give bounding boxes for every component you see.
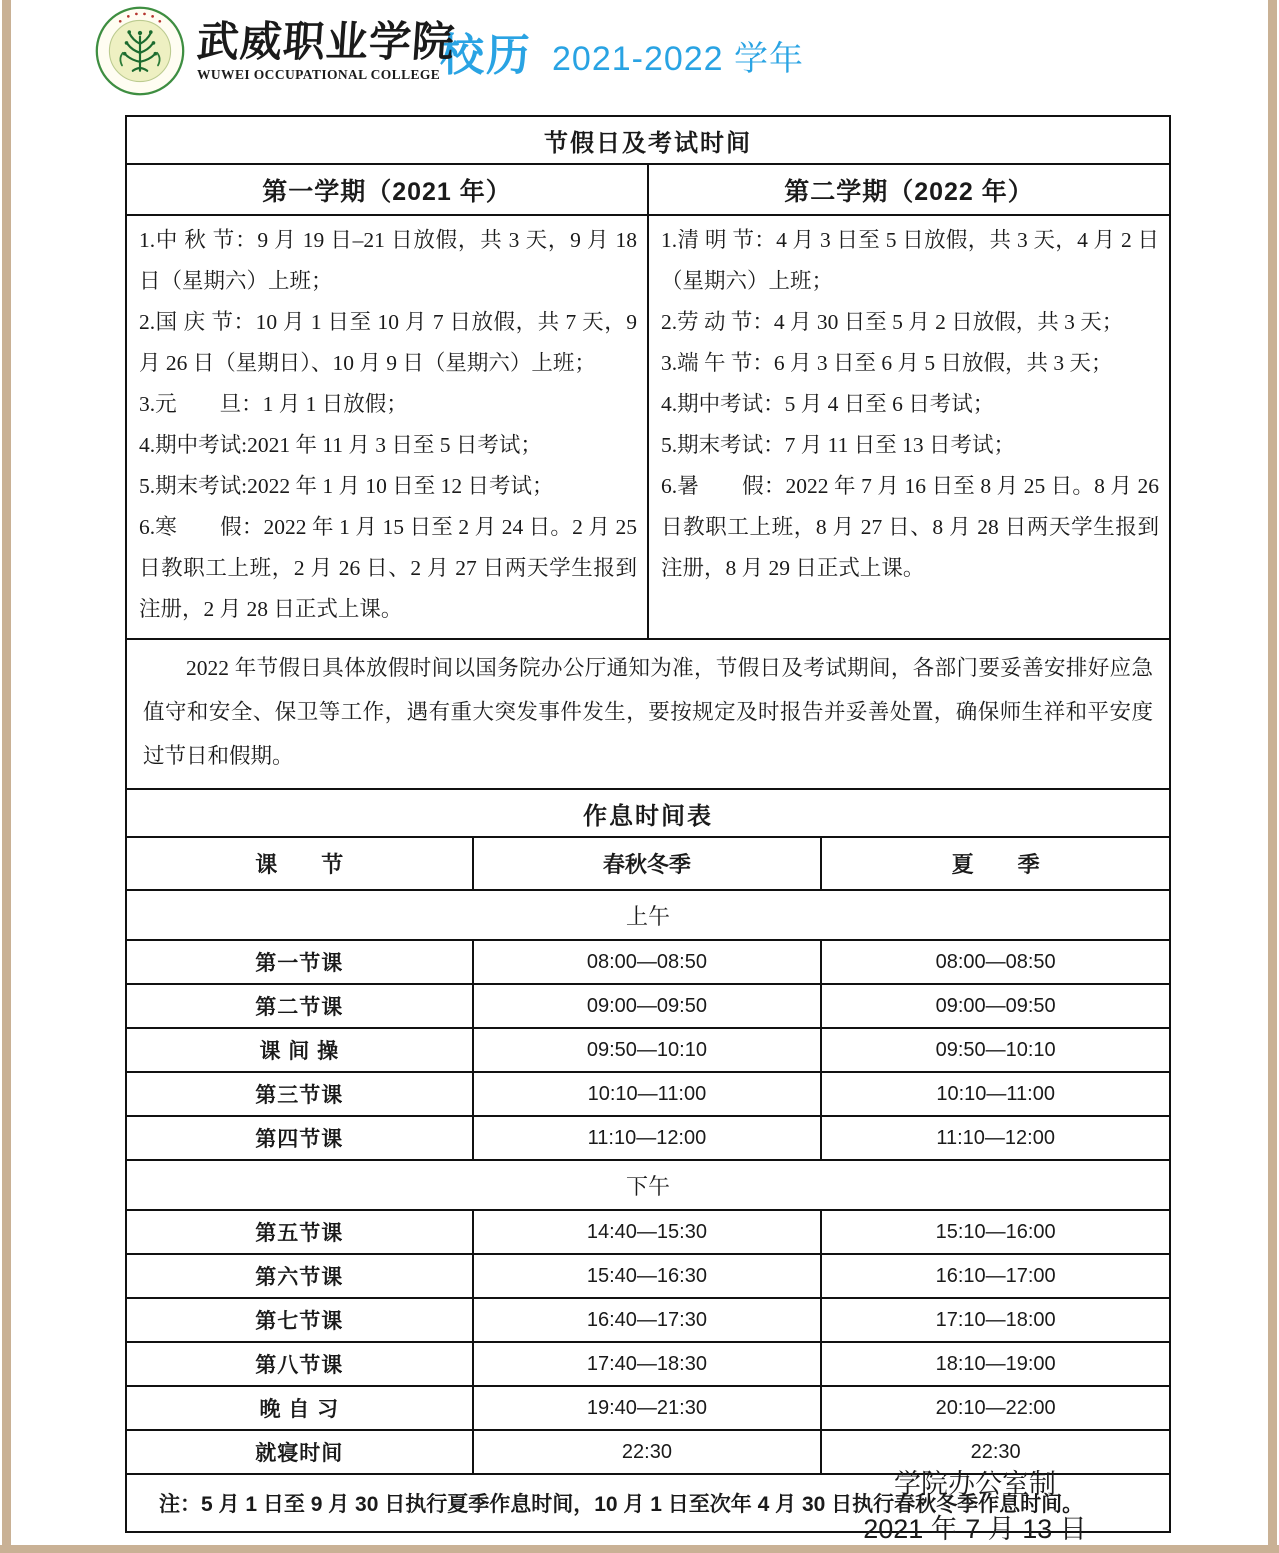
schedule-row [126, 1342, 1170, 1386]
school-year: 2021-2022 学年 [552, 40, 805, 78]
time-cell: 22:30 [473, 1430, 822, 1474]
holiday-item: 5.期末考试:2022 年 1 月 10 日至 12 日考试； [139, 474, 554, 498]
section-morning: 上午 [126, 890, 1170, 940]
time-cell: 17:40—18:30 [473, 1342, 822, 1386]
college-emblem-icon [95, 6, 185, 96]
college-name-cn: 武威职业学院 [195, 17, 457, 66]
holiday-exam-table [125, 115, 1171, 790]
semester1-items [126, 215, 648, 639]
schedule-note: 注：5 月 1 日至 9 月 30 日执行夏季作息时间，10 月 1 日至次年 4 月 30 日执行春秋冬季作息时间。 [126, 1474, 1170, 1532]
holiday-item: 1.中 秋 节：9 月 19 日–21 日放假，共 3 天，9 月 18 日（星期六）上班； [139, 228, 637, 293]
time-cell: 20:10—22:00 [821, 1386, 1170, 1430]
holiday-item: 2.国 庆 节：10 月 1 日至 10 月 7 日放假，共 7 天，9 月 26 日（星期日）、10 月 9 日（星期六）上班； [139, 310, 637, 375]
time-cell: 08:00—08:50 [473, 940, 822, 984]
time-cell: 11:10—12:00 [473, 1116, 822, 1160]
calendar-title-block [440, 19, 804, 83]
holiday-note [126, 639, 1170, 789]
time-cell: 15:40—16:30 [473, 1254, 822, 1298]
time-cell: 10:10—11:00 [821, 1072, 1170, 1116]
time-cell: 10:10—11:00 [473, 1072, 822, 1116]
footer-date: 2021 年 7 月 13 日 [863, 1514, 1087, 1544]
period-cell: 第三节课 [126, 1072, 473, 1116]
column-header-period: 课 节 [126, 837, 473, 890]
page-left-edge [2, 0, 11, 1553]
holiday-item: 5.期末考试：7 月 11 日至 13 日考试； [661, 433, 1015, 457]
period-cell: 第一节课 [126, 940, 473, 984]
schedule-row [126, 1028, 1170, 1072]
time-cell: 09:00—09:50 [821, 984, 1170, 1028]
period-cell: 课 间 操 [126, 1028, 473, 1072]
time-cell: 09:00—09:50 [473, 984, 822, 1028]
time-cell: 19:40—21:30 [473, 1386, 822, 1430]
semester2-header: 第二学期（2022 年） [648, 164, 1170, 215]
schedule-row [126, 984, 1170, 1028]
footer [830, 1462, 1120, 1552]
time-cell: 14:40—15:30 [473, 1210, 822, 1254]
period-cell: 晚 自 习 [126, 1386, 473, 1430]
period-cell: 第五节课 [126, 1210, 473, 1254]
holiday-table-title: 节假日及考试时间 [126, 116, 1170, 164]
period-cell: 第四节课 [126, 1116, 473, 1160]
column-header-summer: 夏 季 [821, 837, 1170, 890]
time-cell: 15:10—16:00 [821, 1210, 1170, 1254]
time-cell: 22:30 [821, 1430, 1170, 1474]
header [95, 6, 804, 96]
holiday-item: 4.期中考试:2021 年 11 月 3 日至 5 日考试； [139, 433, 542, 457]
column-header-spring: 春秋冬季 [473, 837, 822, 890]
schedule-row [126, 1298, 1170, 1342]
section-afternoon: 下午 [126, 1160, 1170, 1210]
schedule-table [125, 788, 1171, 1533]
time-cell: 17:10—18:00 [821, 1298, 1170, 1342]
holiday-item: 3.端 午 节：6 月 3 日至 6 月 5 日放假，共 3 天； [661, 351, 1113, 375]
schedule-row [126, 1210, 1170, 1254]
main-content [125, 115, 1171, 1533]
period-cell: 第二节课 [126, 984, 473, 1028]
period-cell: 第八节课 [126, 1342, 473, 1386]
holiday-item: 2.劳 动 节：4 月 30 日至 5 月 2 日放假，共 3 天； [661, 310, 1124, 334]
holiday-item: 1.清 明 节：4 月 3 日至 5 日放假，共 3 天，4 月 2 日（星期六）上班； [661, 228, 1159, 293]
semester1-header: 第一学期（2021 年） [126, 164, 648, 215]
time-cell: 18:10—19:00 [821, 1342, 1170, 1386]
time-cell: 09:50—10:10 [473, 1028, 822, 1072]
holiday-item: 4.期中考试：5 月 4 日至 6 日考试； [661, 392, 995, 416]
period-cell: 第七节课 [126, 1298, 473, 1342]
calendar-title: 校历 [440, 31, 532, 80]
time-cell: 09:50—10:10 [821, 1028, 1170, 1072]
time-cell: 16:10—17:00 [821, 1254, 1170, 1298]
college-name-en: WUWEI OCCUPATIONAL COLLEGE [197, 67, 441, 82]
schedule-row [126, 1254, 1170, 1298]
college-name-block [195, 17, 457, 83]
schedule-row [126, 1386, 1170, 1430]
holiday-item: 3.元 旦：1 月 1 日放假； [139, 392, 408, 416]
footer-issuer: 学院办公室制 [894, 1469, 1056, 1499]
holiday-item: 6.暑 假：2022 年 7 月 16 日至 8 月 25 日。8 月 26 日教职工上班，8 月 27 日、8 月 28 日两天学生报到注册，8 月 29 日正式上课。 [661, 474, 1159, 580]
period-cell: 第六节课 [126, 1254, 473, 1298]
time-cell: 08:00—08:50 [821, 940, 1170, 984]
time-cell: 11:10—12:00 [821, 1116, 1170, 1160]
schedule-row [126, 940, 1170, 984]
time-cell: 16:40—17:30 [473, 1298, 822, 1342]
semester2-items [648, 215, 1170, 639]
holiday-item: 6.寒 假：2022 年 1 月 15 日至 2 月 24 日。2 月 25 日教职工上班，2 月 26 日、2 月 27 日两天学生报到注册，2 月 28 日正式上课。 [139, 515, 637, 621]
page-right-edge [1268, 0, 1277, 1553]
period-cell: 就寝时间 [126, 1430, 473, 1474]
schedule-table-title: 作息时间表 [126, 789, 1170, 837]
holiday-note-text: 2022 年节假日具体放假时间以国务院办公厅通知为准，节假日及考试期间，各部门要妥善安排好应急值守和安全、保卫等工作，遇有重大突发事件发生，要按规定及时报告并妥善处置，确保师生祥和平安度过节日和假期。 [143, 656, 1153, 768]
schedule-row [126, 1072, 1170, 1116]
schedule-row [126, 1116, 1170, 1160]
